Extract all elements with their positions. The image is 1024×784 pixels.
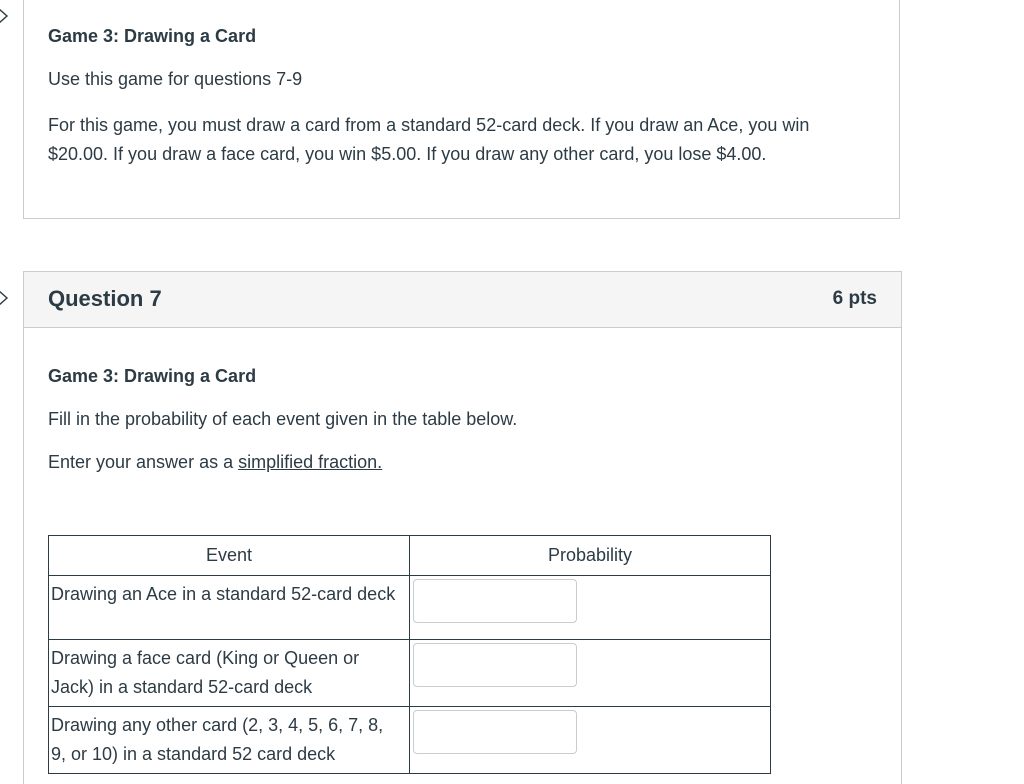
question-title: Question 7 <box>48 286 162 311</box>
table-row <box>49 640 771 707</box>
probability-cell <box>410 707 771 774</box>
game-info-subtitle: Use this game for questions 7-9 <box>48 69 303 89</box>
probability-input-ace[interactable] <box>413 579 577 623</box>
probability-cell <box>410 640 771 707</box>
table-header-row <box>49 536 771 576</box>
question-instruction: Fill in the probability of each event given in the table below. <box>48 409 518 429</box>
game-info-panel <box>23 0 900 219</box>
probability-input-face-card[interactable] <box>413 643 577 687</box>
table-row <box>49 576 771 640</box>
game-info-title: Game 3: Drawing a Card <box>48 26 257 46</box>
question-panel <box>23 271 902 784</box>
event-cell: Drawing a face card (King or Queen or Jack) in a standard 52-card deck <box>49 640 410 707</box>
event-cell: Drawing an Ace in a standard 52-card deck <box>49 576 410 640</box>
answer-format-prefix: Enter your answer as a <box>48 452 239 472</box>
simplified-fraction-link[interactable]: simplified fraction. <box>238 452 383 472</box>
probability-input-other-card[interactable] <box>413 710 577 754</box>
probability-cell <box>410 576 771 640</box>
column-header-event: Event <box>49 536 410 576</box>
table-row <box>49 707 771 774</box>
column-header-probability: Probability <box>410 536 771 576</box>
answer-format-note <box>48 452 382 473</box>
question-points: 6 pts <box>832 288 877 309</box>
game-info-description: For this game, you must draw a card from a standard 52-card deck. If you draw an Ace, you win $20.00. If you draw a face card, you win $5.00. If you draw any other card, you lose $4.00. <box>48 115 810 164</box>
event-cell: Drawing any other card (2, 3, 4, 5, 6, 7, 8, 9, or 10) in a standard 52 card deck <box>49 707 410 774</box>
chevron-right-icon[interactable] <box>0 288 12 308</box>
probability-table <box>48 535 771 774</box>
question-game-title: Game 3: Drawing a Card <box>48 366 257 386</box>
question-header <box>24 272 901 328</box>
chevron-right-icon[interactable] <box>0 6 12 26</box>
